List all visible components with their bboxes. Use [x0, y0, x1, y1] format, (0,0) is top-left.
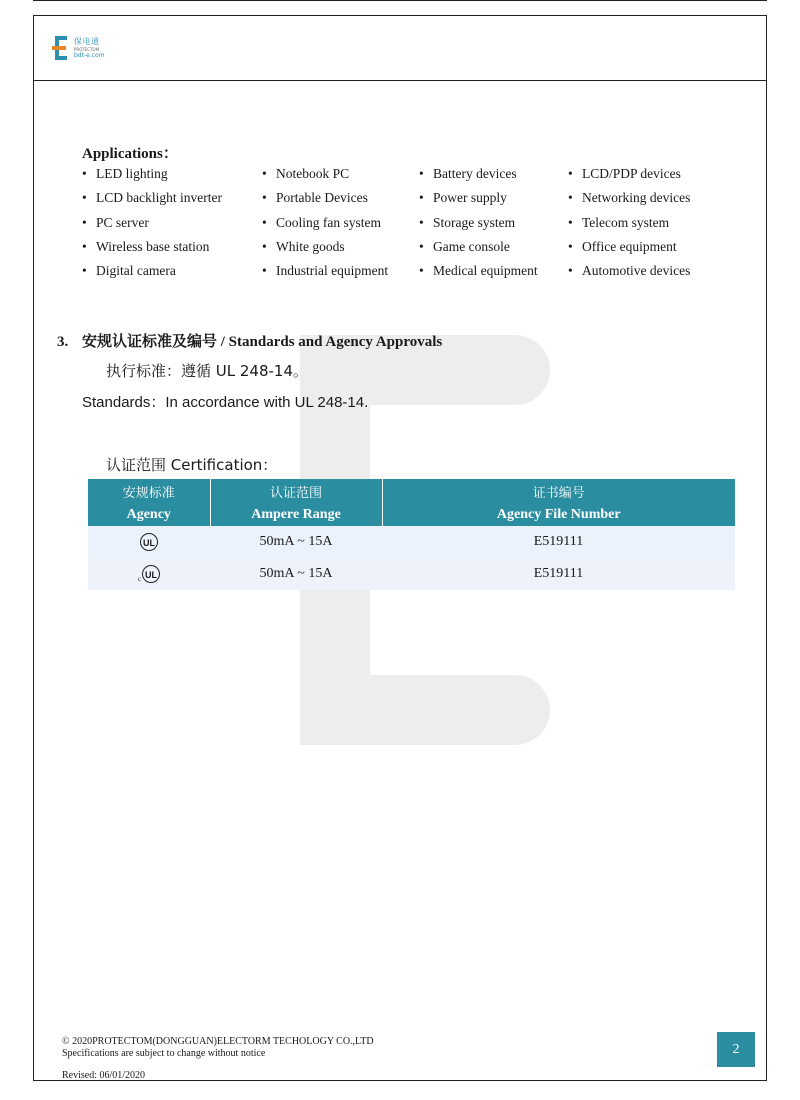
copyright-text: © 2020PROTECTOM(DONGGUAN)ELECTORM TECHOLOGY CO.,LTD [62, 1036, 374, 1047]
agency-cell [88, 558, 210, 590]
list-item: • White goods [262, 239, 345, 254]
section-title: 安规认证标准及编号 / Standards and Agency Approvals [82, 334, 443, 350]
cul-prefix: c [137, 575, 142, 583]
column-header-ampere-range: 认证范围 Ampere Range [210, 479, 382, 526]
table-header-row [88, 479, 735, 526]
list-item: • Digital camera [82, 263, 176, 278]
list-item: • Cooling fan system [262, 215, 381, 230]
list-item: • Notebook PC [262, 166, 350, 181]
applications-title: Applications： [82, 146, 178, 162]
logo-mark-icon [52, 36, 70, 60]
cul-mark-icon: UL [142, 565, 160, 583]
page-footer [62, 1036, 374, 1082]
list-item: • LCD backlight inverter [82, 190, 222, 205]
notice-text: Specifications are subject to change without notice [62, 1048, 266, 1059]
list-item: • Office equipment [568, 239, 677, 254]
ul-mark-icon: UL [140, 533, 158, 551]
ampere-range-cell: 50mA ~ 15A [210, 526, 382, 558]
page-number: 2 [717, 1032, 755, 1067]
section-number: 3. [57, 334, 69, 350]
list-item: • Networking devices [568, 190, 691, 205]
certification-label: 认证范围 Certification： [106, 456, 278, 474]
ampere-range-cell: 50mA ~ 15A [210, 558, 382, 590]
standard-text-en: Standards：In accordance with UL 248-14. [82, 394, 369, 411]
logo-text-en: PROTECTOM [74, 47, 100, 52]
section-heading [57, 330, 442, 351]
list-item: • Power supply [419, 190, 507, 205]
list-item: • Battery devices [419, 166, 517, 181]
column-header-file-number: 证书编号 Agency File Number [382, 479, 735, 526]
agency-cell [88, 526, 210, 558]
column-header-agency: 安规标准 Agency [88, 479, 210, 526]
certification-table [88, 479, 735, 590]
table-row [88, 558, 735, 590]
logo-text-url: bdt-e.com [74, 52, 105, 59]
list-item: • Industrial equipment [262, 263, 389, 278]
list-item: • Wireless base station [82, 239, 210, 254]
logo-text-cn: 保电通 [74, 37, 100, 46]
list-item: • Game console [419, 239, 510, 254]
list-item: • LCD/PDP devices [568, 166, 681, 181]
list-item: • Storage system [419, 215, 516, 230]
list-item: • LED lighting [82, 166, 168, 181]
file-number-cell: E519111 [382, 526, 735, 558]
company-logo [50, 28, 108, 70]
table-row [88, 526, 735, 558]
standard-text-cn: 执行标准：遵循 UL 248-14。 [106, 362, 309, 380]
list-item: • Automotive devices [568, 263, 691, 278]
list-item: • Telecom system [568, 215, 670, 230]
header-divider [33, 80, 767, 81]
list-item: • Portable Devices [262, 190, 368, 205]
list-item: • Medical equipment [419, 263, 538, 278]
file-number-cell: E519111 [382, 558, 735, 590]
revised-date: Revised: 06/01/2020 [62, 1070, 146, 1081]
list-item: • PC server [82, 215, 149, 230]
top-rule [33, 0, 767, 1]
